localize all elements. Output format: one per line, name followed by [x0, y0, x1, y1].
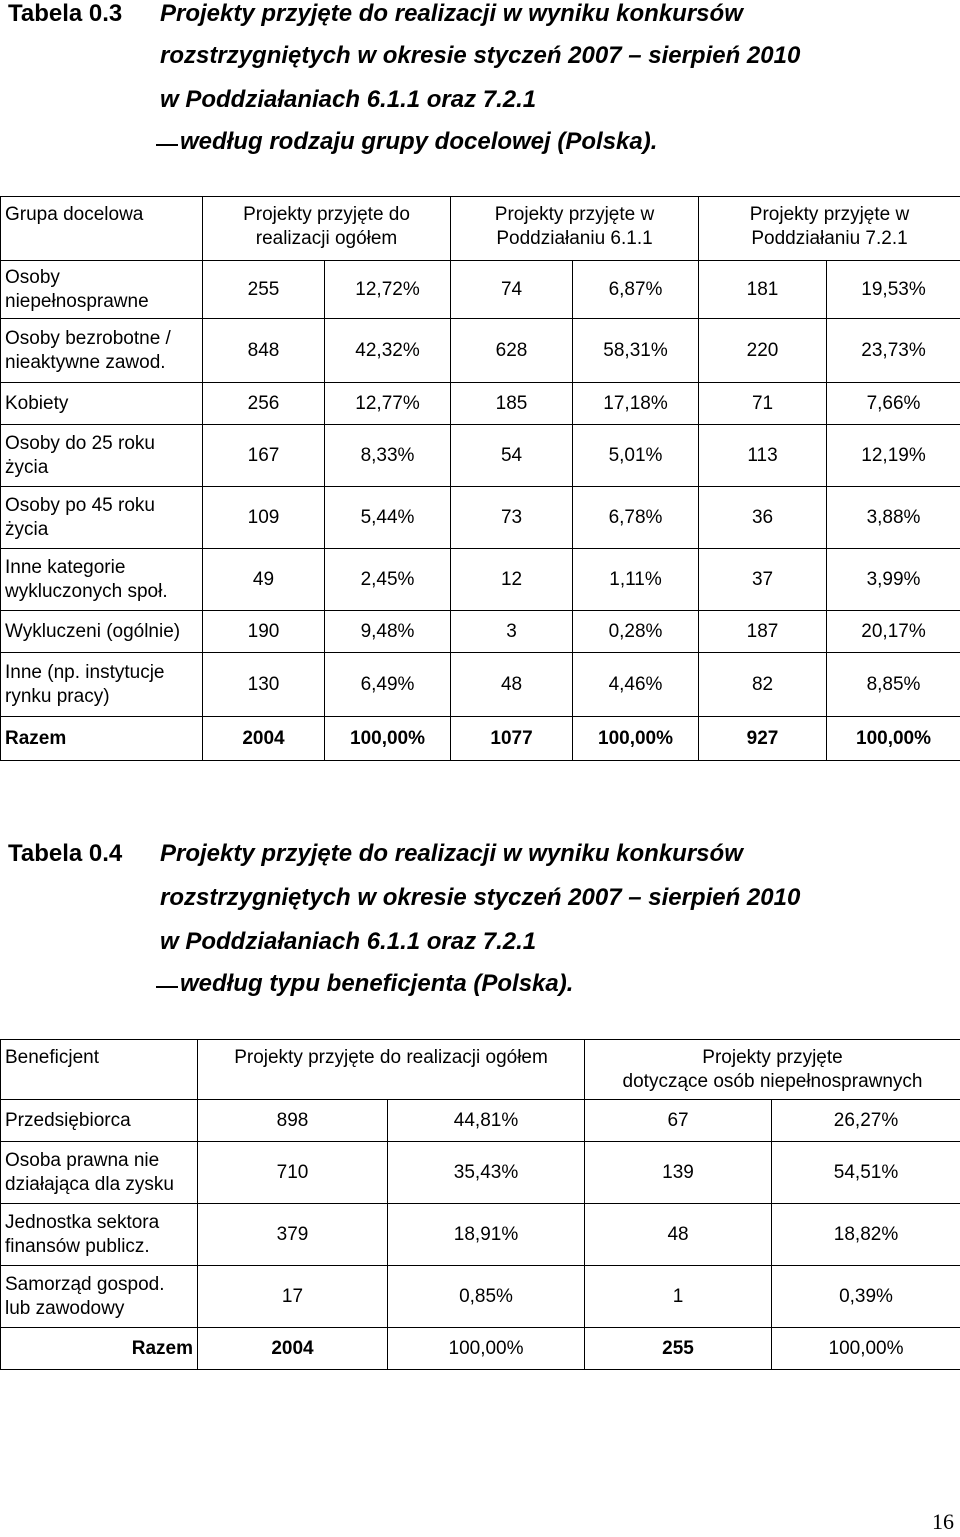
row-label: Razem — [1, 717, 203, 761]
cell-total-count: 710 — [198, 1142, 388, 1204]
cell-disabled-pct: 0,39% — [772, 1266, 960, 1328]
table-row — [1, 425, 960, 487]
table2-caption-line-3: w Poddziałaniach 6.1.1 oraz 7.2.1 — [160, 928, 537, 955]
cell-611-count: 54 — [451, 425, 573, 487]
cell-721-pct: 8,85% — [827, 653, 960, 717]
cell-611-count: 12 — [451, 549, 573, 611]
table-row — [1, 1204, 960, 1266]
page-number: 16 — [932, 1509, 954, 1534]
header-721: Projekty przyjęte w Poddziałaniu 7.2.1 — [699, 197, 960, 261]
cell-total-count: 255 — [203, 261, 325, 319]
cell-total-pct: 2,45% — [325, 549, 451, 611]
header-disabled-line-2: dotyczące osób niepełnosprawnych — [622, 1071, 923, 1092]
table1-number: Tabela 0.3 — [8, 0, 123, 27]
cell-721-pct: 3,99% — [827, 549, 960, 611]
header-disabled-line-1: Projekty przyjęte — [702, 1047, 843, 1068]
cell-total-count: 190 — [203, 611, 325, 653]
cell-611-count: 74 — [451, 261, 573, 319]
cell-total-pct: 35,43% — [388, 1142, 585, 1204]
cell-721-pct: 12,19% — [827, 425, 960, 487]
table-row — [1, 611, 960, 653]
cell-721-count: 927 — [699, 717, 827, 761]
cell-total-pct: 9,48% — [325, 611, 451, 653]
cell-total-count: 109 — [203, 487, 325, 549]
cell-total-count: 167 — [203, 425, 325, 487]
table1-caption-dash — [156, 144, 178, 146]
cell-721-count: 181 — [699, 261, 827, 319]
cell-611-pct: 58,31% — [573, 319, 699, 383]
cell-disabled-count: 1 — [585, 1266, 772, 1328]
table-row — [1, 1266, 960, 1328]
cell-total-count: 49 — [203, 549, 325, 611]
cell-611-count: 48 — [451, 653, 573, 717]
cell-total-pct: 12,77% — [325, 383, 451, 425]
cell-721-pct: 3,88% — [827, 487, 960, 549]
cell-total-count: 256 — [203, 383, 325, 425]
cell-total-pct: 6,49% — [325, 653, 451, 717]
header-disabled — [585, 1040, 960, 1100]
table-total-row — [1, 1328, 960, 1370]
table-total-row — [1, 717, 960, 761]
table-row — [1, 549, 960, 611]
cell-disabled-pct: 26,27% — [772, 1100, 960, 1142]
cell-total-pct: 44,81% — [388, 1100, 585, 1142]
header-beneficiary: Beneficjent — [1, 1040, 198, 1100]
cell-721-count: 37 — [699, 549, 827, 611]
table-row — [1, 1100, 960, 1142]
row-label: Kobiety — [1, 383, 203, 425]
cell-721-pct: 7,66% — [827, 383, 960, 425]
row-label: Osoby niepełnosprawne — [1, 261, 203, 319]
row-label: Wykluczeni (ogólnie) — [1, 611, 203, 653]
cell-611-count: 628 — [451, 319, 573, 383]
row-label: Razem — [1, 1328, 198, 1370]
table-row — [1, 261, 960, 319]
header-total: Projekty przyjęte do realizacji ogółem — [203, 197, 451, 261]
cell-total-pct: 100,00% — [325, 717, 451, 761]
cell-total-count: 898 — [198, 1100, 388, 1142]
cell-disabled-count: 67 — [585, 1100, 772, 1142]
row-label: Inne kategorie wykluczonych społ. — [1, 549, 203, 611]
cell-721-count: 113 — [699, 425, 827, 487]
row-label: Osoby bezrobotne / nieaktywne zawod. — [1, 319, 203, 383]
cell-721-pct: 100,00% — [827, 717, 960, 761]
row-label: Jednostka sektora finansów publicz. — [1, 1204, 198, 1266]
cell-611-count: 1077 — [451, 717, 573, 761]
cell-721-count: 36 — [699, 487, 827, 549]
cell-total-count: 17 — [198, 1266, 388, 1328]
beneficiary-table — [0, 1039, 960, 1370]
table2-caption-line-1: Projekty przyjęte do realizacji w wyniku konkursów — [160, 840, 743, 867]
cell-611-pct: 4,46% — [573, 653, 699, 717]
row-label: Osoby po 45 roku życia — [1, 487, 203, 549]
cell-total-pct: 100,00% — [388, 1328, 585, 1370]
cell-disabled-pct: 54,51% — [772, 1142, 960, 1204]
cell-disabled-count: 139 — [585, 1142, 772, 1204]
cell-611-pct: 0,28% — [573, 611, 699, 653]
cell-total-count: 379 — [198, 1204, 388, 1266]
row-label: Osoba prawna nie działająca dla zysku — [1, 1142, 198, 1204]
cell-disabled-count: 48 — [585, 1204, 772, 1266]
cell-total-pct: 18,91% — [388, 1204, 585, 1266]
table1-header-row — [1, 197, 960, 261]
table1-caption-line-3: w Poddziałaniach 6.1.1 oraz 7.2.1 — [160, 86, 537, 113]
cell-disabled-count: 255 — [585, 1328, 772, 1370]
table1-caption-line-2: rozstrzygniętych w okresie styczeń 2007 – sierpień 2010 — [160, 42, 801, 69]
cell-611-pct: 6,87% — [573, 261, 699, 319]
cell-611-count: 185 — [451, 383, 573, 425]
table2-number: Tabela 0.4 — [8, 840, 123, 867]
cell-721-pct: 19,53% — [827, 261, 960, 319]
cell-721-count: 82 — [699, 653, 827, 717]
target-group-table — [0, 196, 960, 761]
cell-disabled-pct: 18,82% — [772, 1204, 960, 1266]
cell-total-count: 848 — [203, 319, 325, 383]
cell-disabled-pct: 100,00% — [772, 1328, 960, 1370]
table-row — [1, 319, 960, 383]
cell-721-count: 220 — [699, 319, 827, 383]
cell-total-count: 2004 — [198, 1328, 388, 1370]
cell-611-count: 3 — [451, 611, 573, 653]
table2-header-row — [1, 1040, 960, 1100]
table-row — [1, 383, 960, 425]
table-row — [1, 487, 960, 549]
row-label: Samorząd gospod. lub zawodowy — [1, 1266, 198, 1328]
cell-611-pct: 6,78% — [573, 487, 699, 549]
cell-721-count: 71 — [699, 383, 827, 425]
cell-721-pct: 23,73% — [827, 319, 960, 383]
table1-caption-line-1: Projekty przyjęte do realizacji w wyniku konkursów — [160, 0, 743, 27]
cell-721-count: 187 — [699, 611, 827, 653]
table2-caption-dash — [156, 986, 178, 988]
table1-caption-line-4: według rodzaju grupy docelowej (Polska). — [180, 128, 658, 155]
header-group: Grupa docelowa — [1, 197, 203, 261]
cell-611-pct: 5,01% — [573, 425, 699, 487]
cell-611-count: 73 — [451, 487, 573, 549]
cell-611-pct: 1,11% — [573, 549, 699, 611]
cell-611-pct: 17,18% — [573, 383, 699, 425]
header-total: Projekty przyjęte do realizacji ogółem — [198, 1040, 585, 1100]
cell-total-pct: 12,72% — [325, 261, 451, 319]
cell-total-count: 130 — [203, 653, 325, 717]
header-611: Projekty przyjęte w Poddziałaniu 6.1.1 — [451, 197, 699, 261]
row-label: Inne (np. instytucje rynku pracy) — [1, 653, 203, 717]
row-label: Przedsiębiorca — [1, 1100, 198, 1142]
cell-721-pct: 20,17% — [827, 611, 960, 653]
table-row — [1, 653, 960, 717]
cell-total-count: 2004 — [203, 717, 325, 761]
cell-total-pct: 0,85% — [388, 1266, 585, 1328]
table2-caption-line-2: rozstrzygniętych w okresie styczeń 2007 – sierpień 2010 — [160, 884, 801, 911]
cell-total-pct: 42,32% — [325, 319, 451, 383]
cell-611-pct: 100,00% — [573, 717, 699, 761]
table-row — [1, 1142, 960, 1204]
table2-caption-line-4: według typu beneficjenta (Polska). — [180, 970, 574, 997]
cell-total-pct: 8,33% — [325, 425, 451, 487]
row-label: Osoby do 25 roku życia — [1, 425, 203, 487]
cell-total-pct: 5,44% — [325, 487, 451, 549]
